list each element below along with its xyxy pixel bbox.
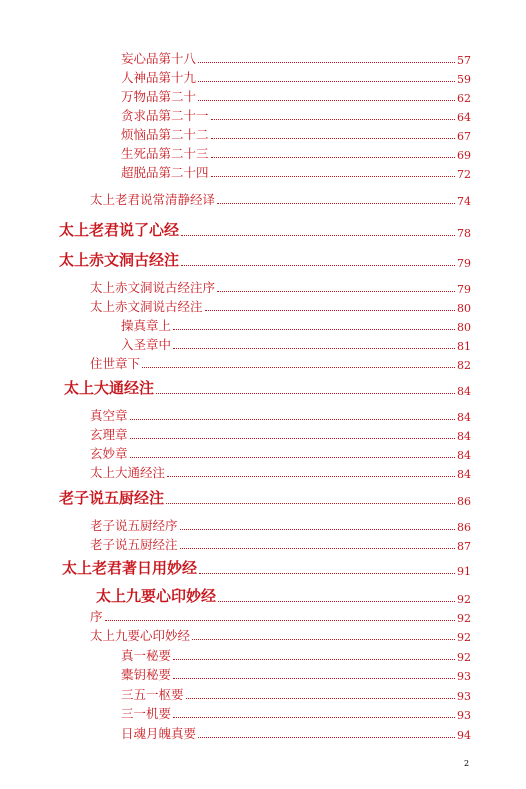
dot-leader bbox=[218, 601, 455, 602]
dot-leader bbox=[211, 176, 455, 177]
toc-entry-page: 82 bbox=[457, 359, 471, 372]
dot-leader bbox=[180, 529, 455, 530]
toc-entry-title: 妄心品第十八 bbox=[121, 51, 197, 66]
toc-entry-page: 93 bbox=[457, 670, 471, 683]
toc-entry-page: 80 bbox=[457, 321, 471, 334]
toc-entry-page: 59 bbox=[457, 73, 471, 86]
dot-leader bbox=[186, 698, 455, 699]
dot-leader bbox=[205, 310, 455, 311]
toc-entry-page: 87 bbox=[457, 540, 471, 553]
toc-entry[interactable] bbox=[121, 726, 471, 742]
dot-leader bbox=[211, 119, 455, 120]
toc-entry-title: 太上老君说常清静经译 bbox=[90, 192, 216, 207]
toc-entry[interactable] bbox=[90, 446, 471, 462]
toc-entry-title: 人神品第十九 bbox=[121, 70, 197, 85]
toc-entry[interactable] bbox=[121, 165, 471, 181]
toc-entry-page: 92 bbox=[457, 651, 471, 664]
toc-entry-title: 玄妙章 bbox=[90, 446, 128, 461]
toc-entry-page: 93 bbox=[457, 709, 471, 722]
toc-entry-title: 序 bbox=[90, 609, 103, 624]
toc-entry-title: 老子说五厨经序 bbox=[90, 518, 178, 533]
toc-entry-page: 74 bbox=[457, 195, 471, 208]
toc-entry-title: 太上九要心印妙经 bbox=[90, 628, 191, 643]
toc-entry-page: 84 bbox=[457, 430, 471, 443]
toc-entry-page: 79 bbox=[457, 257, 471, 270]
dot-leader bbox=[142, 367, 455, 368]
dot-leader bbox=[211, 157, 455, 158]
dot-leader bbox=[166, 503, 455, 504]
toc-entry-page: 64 bbox=[457, 111, 471, 124]
dot-leader bbox=[180, 548, 455, 549]
toc-entry[interactable] bbox=[121, 337, 471, 353]
toc-entry-page: 92 bbox=[457, 593, 471, 606]
toc-entry-title: 太上赤文洞说古经注 bbox=[90, 299, 203, 314]
toc-entry-page: 84 bbox=[457, 411, 471, 424]
toc-entry[interactable] bbox=[121, 667, 471, 683]
dot-leader bbox=[198, 737, 455, 738]
toc-entry[interactable] bbox=[90, 356, 471, 372]
toc-entry-page: 80 bbox=[457, 302, 471, 315]
toc-entry-page: 67 bbox=[457, 130, 471, 143]
toc-entry[interactable] bbox=[90, 427, 471, 443]
toc-entry[interactable] bbox=[90, 299, 471, 315]
dot-leader bbox=[181, 235, 455, 236]
dot-leader bbox=[105, 620, 455, 621]
toc-entry-page: 62 bbox=[457, 92, 471, 105]
toc-entry-title: 三一机要 bbox=[121, 706, 172, 721]
toc-entry-page: 94 bbox=[457, 729, 471, 742]
toc-entry[interactable] bbox=[121, 687, 471, 703]
dot-leader bbox=[198, 81, 455, 82]
dot-leader bbox=[192, 639, 455, 640]
toc-entry-page: 81 bbox=[457, 340, 471, 353]
toc-entry-title: 真空章 bbox=[90, 408, 128, 423]
dot-leader bbox=[211, 138, 455, 139]
toc-entry-title: 真一秘要 bbox=[121, 648, 172, 663]
toc-entry-page: 91 bbox=[457, 565, 471, 578]
dot-leader bbox=[173, 659, 455, 660]
toc-entry-page: 57 bbox=[457, 54, 471, 67]
toc-entry-title: 操真章上 bbox=[121, 318, 172, 333]
toc-entry[interactable] bbox=[121, 127, 471, 143]
dot-leader bbox=[198, 100, 455, 101]
toc-entry[interactable] bbox=[90, 609, 471, 625]
dot-leader bbox=[156, 393, 455, 394]
dot-leader bbox=[173, 678, 455, 679]
toc-entry-title: 太上赤文洞古经注 bbox=[59, 251, 180, 269]
toc-entry[interactable] bbox=[90, 408, 471, 424]
toc-entry-page: 79 bbox=[457, 283, 471, 296]
dot-leader bbox=[167, 476, 455, 477]
toc-entry-title: 入圣章中 bbox=[121, 337, 172, 352]
toc-entry-title: 太上大通经注 bbox=[64, 379, 155, 397]
dot-leader bbox=[198, 62, 455, 63]
toc-entry-title: 太上老君说了心经 bbox=[59, 221, 180, 239]
toc-entry-page: 72 bbox=[457, 168, 471, 181]
toc-entry-page: 84 bbox=[457, 468, 471, 481]
toc-entry[interactable] bbox=[121, 146, 471, 162]
toc-entry-title: 超脱品第二十四 bbox=[121, 165, 209, 180]
toc-entry-page: 86 bbox=[457, 495, 471, 508]
toc-entry-title: 万物品第二十 bbox=[121, 89, 197, 104]
toc-entry-title: 玄理章 bbox=[90, 427, 128, 442]
dot-leader bbox=[173, 348, 455, 349]
toc-entry[interactable] bbox=[90, 192, 471, 208]
toc-entry-page: 84 bbox=[457, 449, 471, 462]
dot-leader bbox=[130, 457, 455, 458]
toc-entry-title: 日魂月魄真要 bbox=[121, 726, 197, 741]
toc-entry-title: 太上九要心印妙经 bbox=[96, 587, 217, 605]
toc-entry-page: 86 bbox=[457, 521, 471, 534]
toc-heading[interactable] bbox=[62, 556, 471, 578]
dot-leader bbox=[217, 291, 455, 292]
toc-entry[interactable] bbox=[121, 51, 471, 67]
toc-entry-page: 93 bbox=[457, 690, 471, 703]
toc-entry-title: 太上老君著日用妙经 bbox=[62, 559, 198, 577]
toc-entry[interactable] bbox=[90, 518, 471, 534]
dot-leader bbox=[199, 573, 455, 574]
toc-entry-page: 92 bbox=[457, 631, 471, 644]
toc-heading[interactable] bbox=[59, 248, 471, 270]
toc-entry-title: 三五一枢要 bbox=[121, 687, 184, 702]
toc-entry[interactable] bbox=[121, 89, 471, 105]
toc-entry-page: 84 bbox=[457, 385, 471, 398]
toc-entry[interactable] bbox=[90, 280, 471, 296]
toc-entry[interactable] bbox=[90, 628, 471, 644]
toc-entry-page: 78 bbox=[457, 227, 471, 240]
dot-leader bbox=[130, 419, 455, 420]
toc-entry[interactable] bbox=[121, 648, 471, 664]
toc-heading[interactable] bbox=[64, 376, 471, 398]
toc-entry-title: 贪求品第二十一 bbox=[121, 108, 209, 123]
dot-leader bbox=[217, 203, 455, 204]
toc-entry[interactable] bbox=[121, 318, 471, 334]
toc-entry[interactable] bbox=[121, 70, 471, 86]
toc-entry-title: 烦恼品第二十二 bbox=[121, 127, 209, 142]
toc-entry[interactable] bbox=[90, 537, 471, 553]
toc-entry-title: 太上大通经注 bbox=[90, 465, 166, 480]
toc-entry[interactable] bbox=[90, 465, 471, 481]
toc-heading[interactable] bbox=[59, 218, 471, 240]
toc-heading[interactable] bbox=[96, 584, 471, 606]
toc-entry-page: 69 bbox=[457, 149, 471, 162]
toc-entry-title: 生死品第二十三 bbox=[121, 146, 209, 161]
toc-entry[interactable] bbox=[121, 706, 471, 722]
toc-entry-title: 太上赤文洞说古经注序 bbox=[90, 280, 216, 295]
dot-leader bbox=[173, 717, 455, 718]
toc-entry-page: 92 bbox=[457, 612, 471, 625]
dot-leader bbox=[130, 438, 455, 439]
toc-entry-title: 橐钥秘要 bbox=[121, 667, 172, 682]
toc-entry-title: 住世章下 bbox=[90, 356, 141, 371]
toc-entry-title: 老子说五厨经注 bbox=[59, 489, 165, 507]
page-number: 2 bbox=[464, 759, 470, 768]
toc-heading[interactable] bbox=[59, 486, 471, 508]
dot-leader bbox=[181, 265, 455, 266]
dot-leader bbox=[173, 329, 455, 330]
toc-entry-title: 老子说五厨经注 bbox=[90, 537, 178, 552]
toc-entry[interactable] bbox=[121, 108, 471, 124]
